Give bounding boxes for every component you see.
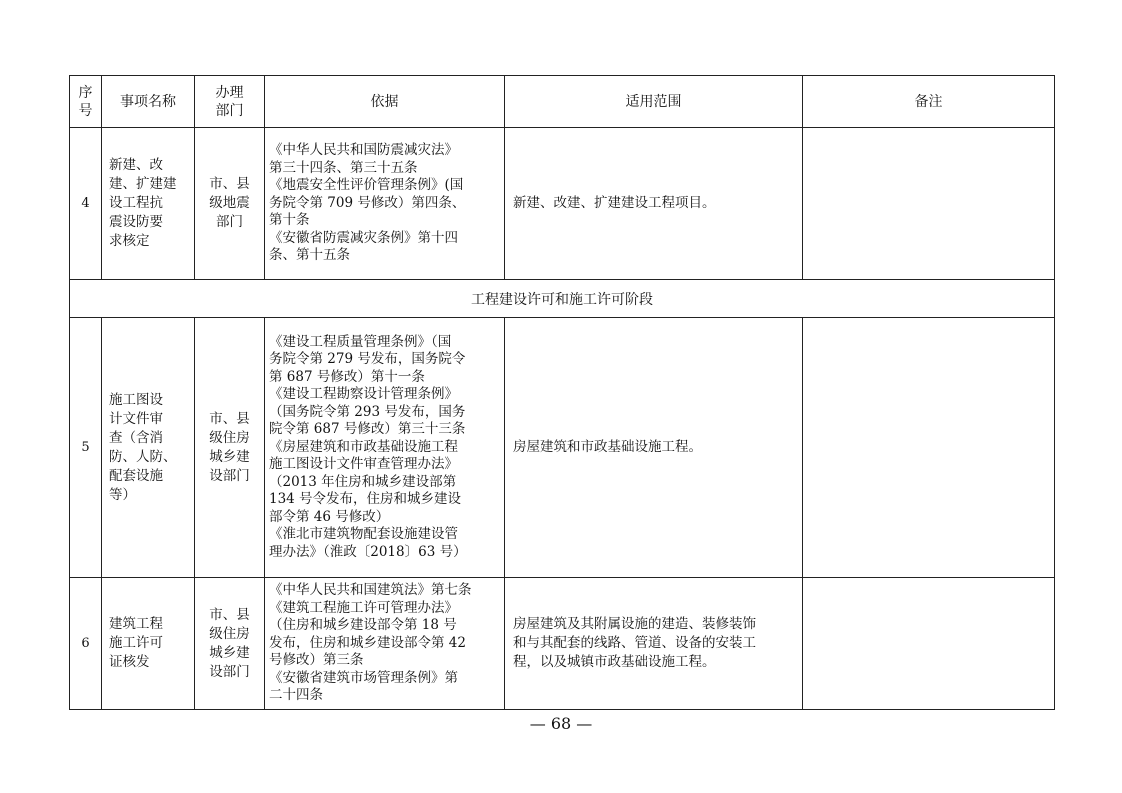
approval-items-table [69,75,1055,710]
header-name: 事项名称 [102,76,195,128]
row-item-name: 建筑工程 施工许可 证核发 [102,578,195,710]
row-scope: 房屋建筑及其附属设施的建造、装修装饰 和与其配套的线路、管道、设备的安装工 程，以及城镇市政基础设施工程。 [505,578,803,710]
row-item-name: 施工图设 计文件审 查（含消 防、人防、 配套设施 等） [102,318,195,578]
section-title: 工程建设许可和施工许可阶段 [70,280,1055,318]
header-basis: 依据 [265,76,505,128]
row-seq: 6 [70,578,102,710]
row-note [803,318,1055,578]
row-legal-basis: 《建设工程质量管理条例》（国 务院令第 279 号发布，国务院令 第 687 号修改）第十一条 《建设工程勘察设计管理条例》 （国务院令第 293 号发布，国务 院令第 687 号修改）第三十三条 《房屋建筑和市政基础设施工程 施工图设计文件审查管理办法》 （2013 年住房和城乡建设部第 134 号令发布，住房和城乡建设 部令第 46 号修改） 《淮北市建筑物配套设施建设管 理办法》（淮政〔2018〕63 号） [265,318,505,578]
page-number: — 68 — [529,714,593,733]
row-note [803,128,1055,280]
row-legal-basis: 《中华人民共和国建筑法》第七条 《建筑工程施工许可管理办法》 （住房和城乡建设部令第 18 号 发布，住房和城乡建设部令第 42 号修改）第三条 《安徽省建筑市场管理条例》第 二十四条 [265,578,505,710]
header-seq: 序 号 [70,76,102,128]
row-department: 市、县 级地震 部门 [195,128,265,280]
row-seq: 4 [70,128,102,280]
header-dept: 办理 部门 [195,76,265,128]
section-row [70,280,1055,318]
header-row [70,76,1055,128]
row-note [803,578,1055,710]
table-row [70,318,1055,578]
row-department: 市、县 级住房 城乡建 设部门 [195,578,265,710]
row-scope: 房屋建筑和市政基础设施工程。 [505,318,803,578]
table-row [70,128,1055,280]
row-department: 市、县 级住房 城乡建 设部门 [195,318,265,578]
header-scope: 适用范围 [505,76,803,128]
row-item-name: 新建、改 建、扩建建 设工程抗 震设防要 求核定 [102,128,195,280]
header-note: 备注 [803,76,1055,128]
row-scope: 新建、改建、扩建建设工程项目。 [505,128,803,280]
row-legal-basis: 《中华人民共和国防震减灾法》 第三十四条、第三十五条 《地震安全性评价管理条例》(国 务院令第 709 号修改）第四条、 第十条 《安徽省防震减灾条例》第十四 条、第十五条 [265,128,505,280]
table-row [70,578,1055,710]
row-seq: 5 [70,318,102,578]
